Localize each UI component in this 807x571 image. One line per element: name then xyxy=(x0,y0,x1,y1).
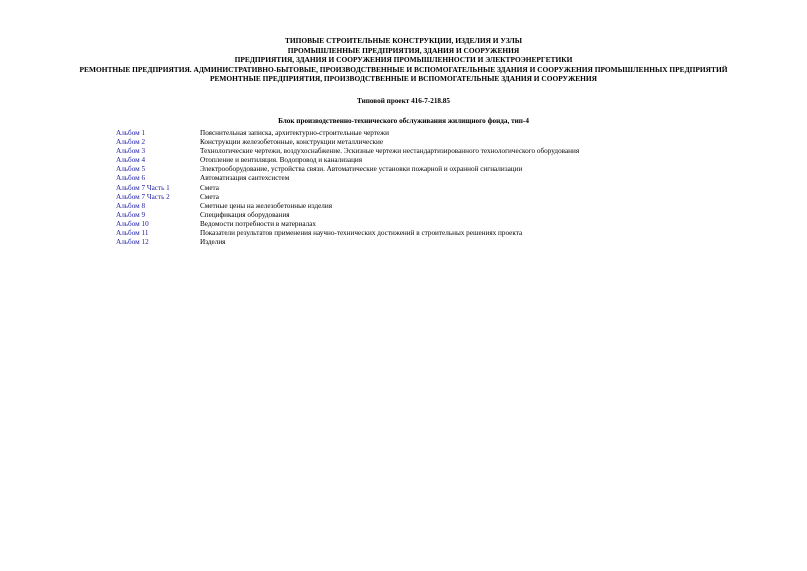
album-description-8: Сметные цены на железобетонные изделия xyxy=(200,201,333,210)
album-row xyxy=(116,193,676,202)
header-line-1: ТИПОВЫЕ СТРОИТЕЛЬНЫЕ КОНСТРУКЦИИ, ИЗДЕЛИЯ И УЗЛЫ xyxy=(284,36,523,45)
album-row xyxy=(116,202,676,211)
album-row xyxy=(116,229,676,238)
album-link-1[interactable]: Альбом 1 xyxy=(116,129,146,137)
album-link-7-part-2[interactable]: Альбом 7 Часть 2 xyxy=(116,192,170,201)
album-link-5[interactable]: Альбом 5 xyxy=(116,165,146,174)
album-list xyxy=(116,129,676,247)
album-description-10: Ведомости потребности в материалах xyxy=(200,219,316,228)
album-link-8[interactable]: Альбом 8 xyxy=(116,201,146,210)
album-row xyxy=(116,238,676,247)
album-link-2[interactable]: Альбом 2 xyxy=(116,138,146,147)
album-link-11[interactable]: Альбом 11 xyxy=(116,229,149,238)
album-description-3: Технологические чертежи, воздухоснабжение. Эскизные чертежи нестандартизированного технологического оборудования xyxy=(200,147,580,156)
document-header xyxy=(0,36,807,84)
album-link-10[interactable]: Альбом 10 xyxy=(116,219,149,228)
header-line-4: РЕМОНТНЫЕ ПРЕДПРИЯТИЯ. АДМИНИСТРАТИВНО-БЫТОВЫЕ, ПРОИЗВОДСТВЕННЫЕ И ВСПОМОГАТЕЛЬНЫЕ ЗДАНИЯ И СООРУЖЕНИЯ ПРОМЫШЛЕННЫХ ПРЕДПРИЯТИЙ xyxy=(79,64,728,74)
album-description-2: Конструкции железобетонные, конструкции металлические xyxy=(200,138,384,147)
album-description-9: Спецификация оборудования xyxy=(200,210,290,219)
album-row xyxy=(116,138,676,147)
project-title: Блок производственно-технического обслуживания жилищного фонда, тип-4 xyxy=(278,117,529,125)
album-description-7-part-2: Смета xyxy=(200,192,219,201)
header-line-2: ПРОМЫШЛЕННЫЕ ПРЕДПРИЯТИЯ, ЗДАНИЯ И СООРУЖЕНИЯ xyxy=(287,45,520,55)
album-link-9[interactable]: Альбом 9 xyxy=(116,210,146,219)
album-row xyxy=(116,129,676,138)
album-description-12: Изделия xyxy=(200,238,226,247)
album-description-7-part-1: Смета xyxy=(200,183,219,192)
album-row xyxy=(116,174,676,183)
album-row xyxy=(116,184,676,193)
header-line-5: РЕМОНТНЫЕ ПРЕДПРИЯТИЯ, ПРОИЗВОДСТВЕННЫЕ И ВСПОМОГАТЕЛЬНЫЕ ЗДАНИЯ И СООРУЖЕНИЯ xyxy=(209,74,598,84)
album-link-3[interactable]: Альбом 3 xyxy=(116,147,146,156)
album-row xyxy=(116,211,676,220)
album-row xyxy=(116,156,676,165)
album-description-5: Электрооборудование, устройства связи. Автоматические установки пожарной и охранной сигнализации xyxy=(200,165,523,174)
album-row xyxy=(116,220,676,229)
album-description-11: Показатели результатов применения научно-технических достижений в строительных решениях проекта xyxy=(200,229,523,238)
project-number: Типовой проект 416-7-218.85 xyxy=(357,97,450,105)
album-row xyxy=(116,165,676,174)
album-description-4: Отопление и вентиляция. Водопровод и канализация xyxy=(200,156,363,165)
album-description-1: Пояснительная записка, архитектурно-строительные чертежи xyxy=(200,129,389,137)
header-line-3: ПРЕДПРИЯТИЯ, ЗДАНИЯ И СООРУЖЕНИЯ ПРОМЫШЛЕННОСТИ И ЭЛЕКТРОЭНЕРГЕТИКИ xyxy=(234,55,573,65)
album-link-12[interactable]: Альбом 12 xyxy=(116,238,149,247)
album-link-7-part-1[interactable]: Альбом 7 Часть 1 xyxy=(116,183,170,192)
album-link-4[interactable]: Альбом 4 xyxy=(116,156,146,165)
album-link-6[interactable]: Альбом 6 xyxy=(116,174,146,183)
album-row xyxy=(116,147,676,156)
album-description-6: Автоматизация сантехсистем xyxy=(200,174,290,183)
